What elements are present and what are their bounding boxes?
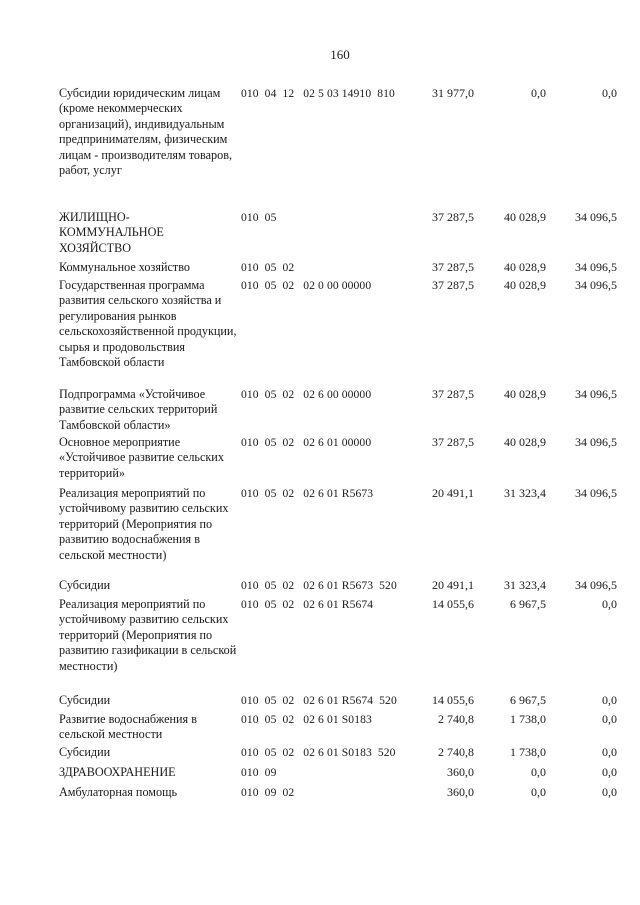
row-value-1: 37 287,5 [432, 435, 474, 449]
row-name: Государственная программа развития сельского хозяйства и регулирования рынков сельскохозяйственной продукции, сырья и продовольствия Тамбовской области [59, 278, 237, 370]
row-value-3: 0,0 [602, 597, 617, 611]
row-name: Основное мероприятие «Устойчивое развитие сельских территорий» [59, 435, 224, 480]
row-value-3: 34 096,5 [575, 387, 617, 401]
row-value-1: 20 491,1 [432, 578, 474, 592]
row-code: 010 05 02 02 6 01 00000 [241, 436, 372, 449]
row-name: Развитие водоснабжения в сельской местности [59, 712, 197, 742]
row-value-1: 37 287,5 [432, 260, 474, 274]
row-value-3: 34 096,5 [575, 578, 617, 592]
row-value-2: 0,0 [531, 86, 546, 100]
row-value-2: 0,0 [531, 765, 546, 779]
row-value-3: 34 096,5 [575, 210, 617, 224]
row-value-1: 37 287,5 [432, 278, 474, 292]
row-code: 010 05 02 02 0 00 00000 [241, 279, 372, 292]
row-name: Реализация мероприятий по устойчивому развитию сельских территорий (Мероприятия по развитию водоснабжения в сельской местности) [59, 486, 229, 562]
row-value-2: 0,0 [531, 785, 546, 799]
row-value-3: 0,0 [602, 86, 617, 100]
row-value-2: 40 028,9 [504, 260, 546, 274]
row-value-3: 0,0 [602, 785, 617, 799]
row-value-2: 40 028,9 [504, 387, 546, 401]
row-name: Субсидии [59, 693, 111, 707]
row-code: 010 04 12 02 5 03 14910 810 [241, 87, 395, 100]
row-code: 010 09 02 [241, 786, 295, 799]
row-name: Реализация мероприятий по устойчивому развитию сельских территорий (Мероприятия по развитию газификации в сельской местности) [59, 597, 237, 673]
row-value-1: 14 055,6 [432, 693, 474, 707]
row-value-2: 1 738,0 [510, 712, 546, 726]
row-value-3: 34 096,5 [575, 486, 617, 500]
row-value-2: 1 738,0 [510, 745, 546, 759]
row-value-2: 40 028,9 [504, 278, 546, 292]
row-value-1: 37 287,5 [432, 210, 474, 224]
row-value-1: 20 491,1 [432, 486, 474, 500]
row-name: Субсидии [59, 745, 111, 759]
row-value-2: 31 323,4 [504, 486, 546, 500]
row-code: 010 05 02 [241, 261, 295, 274]
row-code: 010 05 02 02 6 01 R5674 [241, 598, 374, 611]
row-code: 010 09 [241, 766, 277, 779]
row-code: 010 05 02 02 6 01 R5673 [241, 487, 374, 500]
row-value-1: 2 740,8 [438, 712, 474, 726]
row-value-3: 34 096,5 [575, 260, 617, 274]
row-value-3: 0,0 [602, 745, 617, 759]
row-name: Коммунальное хозяйство [59, 260, 190, 274]
row-value-1: 37 287,5 [432, 387, 474, 401]
row-value-1: 31 977,0 [432, 86, 474, 100]
row-value-3: 0,0 [602, 712, 617, 726]
row-name: Субсидии юридическим лицам (кроме некоммерческих организаций), индивидуальным предпринимателям, физическим лицам - производителям товаров, работ, услуг [59, 86, 233, 178]
row-value-3: 0,0 [602, 765, 617, 779]
row-code: 010 05 02 02 6 01 R5674 520 [241, 694, 397, 707]
row-name: ЖИЛИЩНО-КОММУНАЛЬНОЕ ХОЗЯЙСТВО [59, 210, 164, 255]
row-value-2: 40 028,9 [504, 210, 546, 224]
row-value-2: 6 967,5 [510, 693, 546, 707]
row-value-2: 6 967,5 [510, 597, 546, 611]
row-name: ЗДРАВООХРАНЕНИЕ [59, 765, 176, 779]
row-value-1: 360,0 [447, 765, 474, 779]
row-name: Амбулаторная помощь [59, 785, 178, 799]
row-value-2: 31 323,4 [504, 578, 546, 592]
row-code: 010 05 [241, 211, 277, 224]
row-name: Подпрограмма «Устойчивое развитие сельских территорий Тамбовской области» [59, 387, 218, 432]
row-value-3: 34 096,5 [575, 278, 617, 292]
row-value-2: 40 028,9 [504, 435, 546, 449]
row-code: 010 05 02 02 6 01 S0183 520 [241, 746, 396, 759]
row-name: Субсидии [59, 578, 111, 592]
row-value-3: 0,0 [602, 693, 617, 707]
row-code: 010 05 02 02 6 00 00000 [241, 388, 372, 401]
row-value-1: 2 740,8 [438, 745, 474, 759]
row-code: 010 05 02 02 6 01 S0183 [241, 713, 372, 726]
row-value-3: 34 096,5 [575, 435, 617, 449]
row-value-1: 360,0 [447, 785, 474, 799]
row-value-1: 14 055,6 [432, 597, 474, 611]
page-number: 160 [330, 47, 350, 62]
row-code: 010 05 02 02 6 01 R5673 520 [241, 579, 397, 592]
